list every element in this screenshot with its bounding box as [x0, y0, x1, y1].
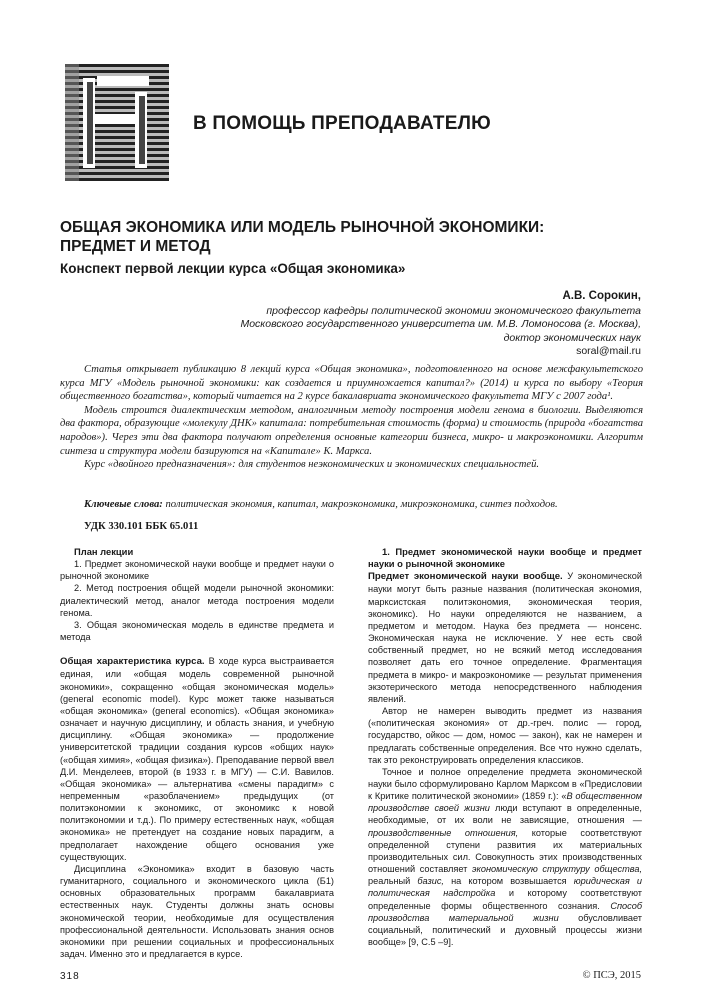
italic-run: В общественном производстве своей жизни: [368, 791, 642, 814]
keywords: [60, 499, 643, 510]
author-name: А.В. Сорокин,: [562, 290, 641, 302]
text-run: на котором возвышается: [443, 876, 574, 887]
italic-run: экономическую структуру общества,: [472, 864, 643, 875]
author-degree: доктор экономических наук: [503, 331, 641, 344]
text-run: которые соответствуют определенной ступени развития их материальных производительных сил. Совокупность этих производственных отношений составляет: [368, 827, 642, 875]
italic-run: базис,: [417, 876, 444, 887]
subject-heading: Предмет экономической науки вообще.: [368, 571, 563, 583]
text-run: люди вступают в определенные, необходимые, от их воли не зависящие, отношения —: [368, 803, 642, 826]
author-email: soral@mail.ru: [576, 345, 641, 357]
left-column: [60, 546, 334, 960]
abstract-paragraph: Модель строится диалектическим методом, аналогичным методу построения модели генома в биологии. Выделяются два фактора, образующие «молекулу ДНК» капитала: потребительная стоимость (форма) и стоимость (природа «богатства народов»). Через эти два фактора получают определения основные категории бизнеса, микро- и макроэкономики. Алгоритм синтеза и структура модели базируются на «Капитале» К. Маркса.: [60, 404, 643, 457]
keywords-label: Ключевые слова:: [84, 499, 163, 510]
abstract-paragraph: Курс «двойного предназначения»: для студентов неэкономических и экономических специальностей.: [84, 459, 540, 471]
plan-item: 3. Общая экономическая модель в единстве предмета и метода: [60, 619, 334, 643]
italic-run: Способ производства материальной жизни: [368, 900, 642, 923]
abstract: [60, 363, 643, 472]
general-heading: Общая характеристика курса.: [60, 656, 205, 668]
article-title: ОБЩАЯ ЭКОНОМИКА ИЛИ МОДЕЛЬ РЫНОЧНОЙ ЭКОНОМИКИ: ПРЕДМЕТ И МЕТОД: [60, 219, 545, 255]
keywords-text: политическая экономия, капитал, макроэкономика, микроэкономика, синтез подходов.: [162, 499, 558, 510]
section-title: В ПОМОЩЬ ПРЕПОДАВАТЕЛЮ: [193, 113, 491, 134]
discipline-paragraph: Дисциплина «Экономика» входит в базовую часть гуманитарного, социального и экономического цикла (Б1) основных образовательных программ бакалавриата естественных наук. Студенты должны знать основы экономической теории, необходимые для осуществления профессиональной деятельности. Использовать знания основ экономики при решении социальных и профессиональных задач. Именно это и предлагается в курсе.: [60, 863, 334, 959]
text-run: обусловливает социальный, политический и духовный процессы жизни вообще» [9, С.5 –9].: [368, 912, 642, 947]
author-affiliation-1: профессор кафедры политической экономии экономического факультета: [266, 304, 641, 317]
text-run: и которому соответствуют определенные формы общественного сознания.: [368, 888, 642, 911]
italic-run: производственные отношения,: [368, 827, 519, 838]
author-affiliation-2: Московского государственного университета им. М.В. Ломоносова (г. Москва),: [240, 318, 641, 330]
author-block: [221, 290, 641, 359]
right-column: [368, 546, 642, 948]
abstract-paragraph: Статья открывает публикацию 8 лекций курса «Общая экономика», подготовленного на основе межфакультетского курса МГУ «Модель рыночной экономики: как создается и приумножается капитал?» (2014) и курса по выбору «Теория общественного богатства», который читается на 2 курсе бакалавриата экономического факультета МГУ с 2007 года¹.: [60, 364, 643, 403]
plan-item: 2. Метод построения общей модели рыночной экономики: диалектический метод, аналог метода построения модели генома.: [60, 583, 334, 618]
author-paragraph: Автор не намерен выводить предмет из названия («политическая экономия» от др.-греч. полис — город, государство, ойкос — дом, номос — закон), как не намерен и предлагать собственные определения. Все что нужно сделать, так это реконструировать определения классиков.: [368, 706, 642, 765]
journal-logo: [65, 64, 169, 181]
italic-run: юридическая и политическая надстройка: [368, 876, 642, 899]
section-1-heading: 1. Предмет экономической науки вообще и предмет науки о рыночной экономике: [368, 546, 642, 570]
subject-text: У экономической науки могут быть разные названия (политическая экономия, марксистская политэкономия, экономическая теория, экономикс). Но науки определяются не названием, а предметом и методом. Наука без предмета — нонсенс. Экономическая наука не исключение. У нее есть свой собственный предмет, но не всякий метод исследования позволяет дать его точное определение. Фрагментация предмета в микро- и макроэкономике — результат применения экзотерического метода непосредственного наблюдения явлений.: [368, 571, 643, 704]
text-run: Точное и полное определение предмета экономической науки было сформулировано Карлом Марксом в «Предисловии к Критике политической экономии» (1859 г.): «: [368, 766, 642, 802]
plan-heading: План лекции: [74, 546, 134, 557]
plan-item: 1. Предмет экономической науки вообще и предмет науки о рыночной экономике: [60, 559, 334, 582]
copyright: © ПСЭ, 2015: [582, 970, 641, 981]
marx-definition-paragraph: [368, 766, 642, 948]
general-text: В ходе курса выстраивается единая, или «общая модель современной рыночной экономики», сокращенно «общая экономическая модель» (general economic model). Курс может также называться «общая экономика» (general economics). «Общая экономика» означает и научную дисциплину, и область знания, и учебную дисциплину. «Общая экономика» — продолжение университетской традиции создания курсов «общих наук» («общая химия», «общая физика»). Преподавание первой ввел Д.И. Менделеев, второй (в 1933 г. в МГУ) — С.И. Вавилов. «Общая экономика» — альтернатива «смены парадигм» с непременным «разоблачением» предыдущих (от политэкономии к экономикс, от экономикс к новой политэкономии и т.д.). По примеру естественных наук, «общая экономика» не претендует на создание новых парадигм, а предполагает нахождение общего основания уже существующих.: [60, 656, 335, 862]
page-number: 318: [60, 971, 80, 982]
udc-code: УДК 330.101 ББК 65.011: [84, 521, 199, 532]
text-run: реальный: [368, 876, 418, 887]
article-subtitle: Конспект первой лекции курса «Общая экономика»: [60, 261, 406, 276]
